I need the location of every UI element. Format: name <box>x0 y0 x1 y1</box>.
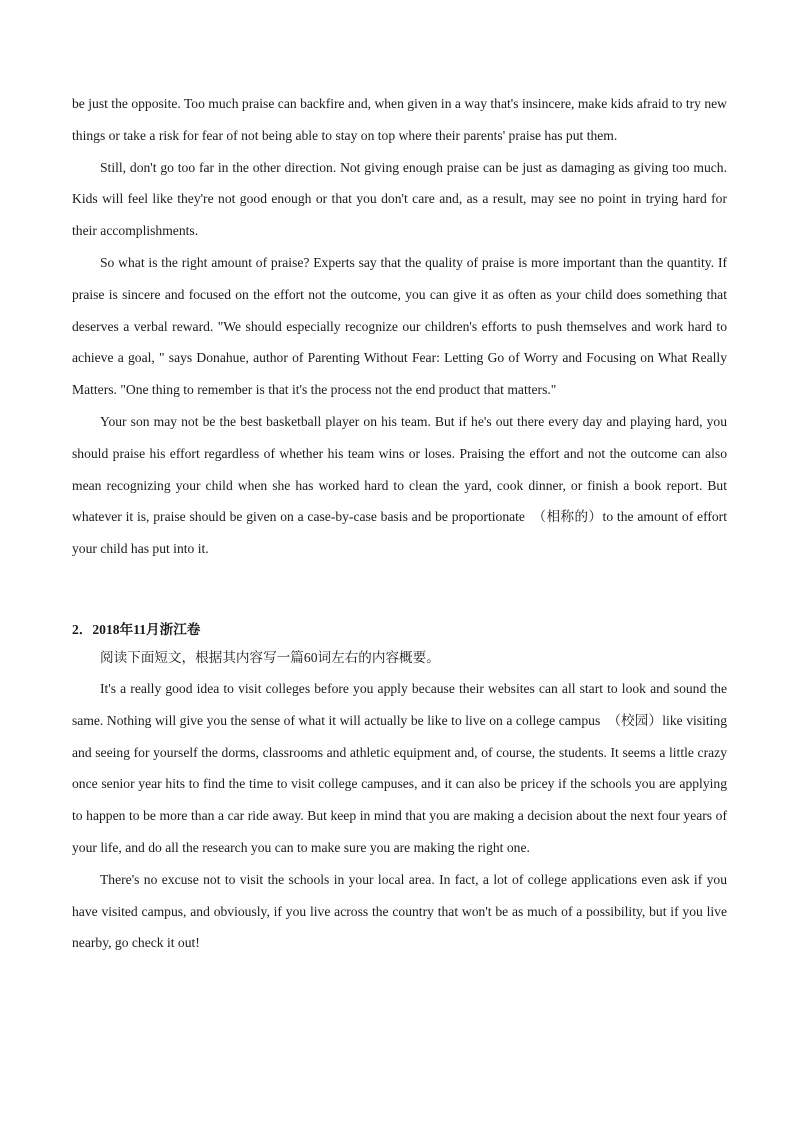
passage1-paragraph-4: Your son may not be the best basketball player on his team. But if he's out there every day and playing hard, you should praise his effort regardless of whether his team wins or loses. Praising the effort and not the outcome can also mean recognizing your child when she has worked hard to clean the yard, cook dinner, or finish a book report. But whatever it is, praise should be given on a case-by-case basis and be proportionate （相称的）to the amount of effort your child has put into it. <box>72 413 727 557</box>
section2-heading: 2．2018年11月浙江卷 <box>72 621 201 637</box>
section2-paragraph-1: It's a really good idea to visit colleges before you apply because their websites can all start to look and sound the same. Nothing will give you the sense of what it will actually be like to live on a college campus （校园）like visiting and seeing for yourself the dorms, classrooms and athletic equipment and, of course, the students. It seems a little crazy once senior year hits to find the time to visit college campuses, and it can also be pricey if the schools you are applying to happen to be more than a car ride away. But keep in mind that you are making a decision about the next four years of your life, and do all the research you can to make sure you are making the right one. <box>72 680 727 855</box>
document-body <box>72 88 727 959</box>
passage1-paragraph-3: So what is the right amount of praise? Experts say that the quality of praise is more important than the quantity. If praise is sincere and focused on the effort not the outcome, you can give it as often as your child does something that deserves a verbal reward. "We should especially recognize our children's efforts to push themselves and work hard to achieve a goal, " says Donahue, author of Parenting Without Fear: Letting Go of Worry and Focusing on What Really Matters. "One thing to remember is that it's the process not the end product that matters." <box>72 254 727 398</box>
section2-instruction: 阅读下面短文，根据其内容写一篇60词左右的内容概要。 <box>100 649 440 665</box>
passage1-paragraph-2: Still, don't go too far in the other direction. Not giving enough praise can be just as damaging as giving too much. Kids will feel like they're not good enough or that you don't care and, as a result, may see no point in trying hard for their accomplishments. <box>72 159 727 239</box>
section2-paragraph-2: There's no excuse not to visit the schools in your local area. In fact, a lot of college applications even ask if you have visited campus, and obviously, if you live across the country that won't be as much of a possibility, but if you live nearby, go check it out! <box>72 871 727 951</box>
section-spacer <box>72 565 727 617</box>
passage1-paragraph-1: be just the opposite. Too much praise can backfire and, when given in a way that's insincere, make kids afraid to try new things or take a risk for fear of not being able to stay on top where their parents' praise has put them. <box>72 96 727 143</box>
